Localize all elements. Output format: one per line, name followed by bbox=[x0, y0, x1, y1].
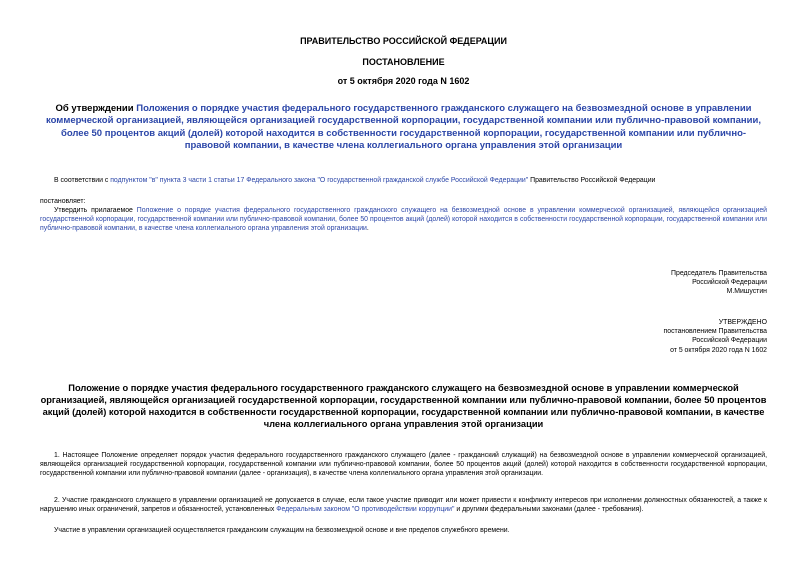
approve-after: . bbox=[366, 225, 369, 233]
preamble-before: В соответствии с bbox=[54, 177, 111, 184]
law-link[interactable]: подпунктом "в" пункта 3 части 1 статьи 17 Федерального закона "О государственной гражданской службе Российской Федерации" bbox=[110, 177, 529, 184]
document-title bbox=[40, 103, 767, 152]
preamble-paragraph bbox=[54, 176, 767, 185]
approve-paragraph bbox=[40, 206, 767, 234]
signature-block bbox=[671, 269, 767, 297]
signature-line-2: Российской Федерации bbox=[692, 279, 767, 287]
date-number-heading: от 5 октября 2020 года N 1602 bbox=[337, 76, 470, 86]
paragraph-3: Участие в управлении организацией осуществляется гражданским служащим на безвозмездной основе и вне пределов служебного времени. bbox=[54, 527, 510, 534]
approved-line-2: постановлением Правительства bbox=[663, 328, 767, 336]
regulation-link[interactable]: Положение о порядке участия федерального государственного гражданского служащего на безвозмездной основе в управлении коммерческой организацией, являющейся организацией государственной корпорации, государственной компании или публично-правовой компании, более 50 процентов акций (долей) которой находится в собственности государственной корпорации, государственной компании или публично-правовой компании, в качестве члена коллегиального органа управления этой организации bbox=[40, 207, 768, 233]
approved-line-1: УТВЕРЖДЕНО bbox=[718, 319, 767, 326]
approve-before: Утвердить прилагаемое bbox=[54, 207, 137, 214]
approved-line-4: от 5 октября 2020 года N 1602 bbox=[670, 346, 767, 354]
doc-type-heading: ПОСТАНОВЛЕНИЕ bbox=[362, 57, 445, 67]
title-prefix: Об утверждении bbox=[55, 103, 137, 114]
anticorruption-law-link[interactable]: Федеральным законом "О противодействии коррупции" bbox=[276, 506, 455, 514]
paragraph-2-after: и другими федеральными законами (далее - требования). bbox=[454, 506, 644, 514]
signature-line-1: Председатель Правительства bbox=[671, 270, 767, 277]
approved-block bbox=[664, 318, 768, 355]
regulation-title: Положение о порядке участия федерального государственного гражданского служащего на безвозмездной основе в управлении коммерческой организацией, являющейся организацией государственной корпорации, государственной компании или публично-правовой компании, более 50 процентов акций (долей) которой находится в собственности государственной корпорации, государственной компании или публично-правовой компании, в качестве члена коллегиального органа управления этой организации bbox=[40, 383, 767, 429]
government-heading: ПРАВИТЕЛЬСТВО РОССИЙСКОЙ ФЕДЕРАЦИИ bbox=[300, 36, 507, 46]
paragraph-2 bbox=[40, 496, 767, 514]
postanovlyaet-text: постановляет: bbox=[40, 198, 86, 205]
paragraph-1: 1. Настоящее Положение определяет порядок участия федерального государственного гражданского служащего (далее - гражданский служащий) на безвозмездной основе в управлении коммерческой организацией, являющейся организацией государственной корпорации, государственной компании или публично-правовой компании, более 50 процентов акций (долей) которой находится в собственности государственной корпорации, государственной компании или публично-правовой компании (далее - организация), в качестве члена коллегиального органа управления этой организации. bbox=[40, 452, 767, 478]
preamble-after: Правительство Российской Федерации bbox=[528, 177, 656, 184]
paragraph-2-before: 2. Участие гражданского служащего в управлении организацией не допускается в случае, если такое участие приводит или может привести к конфликту интересов при исполнении должностных обязанностей, а также к нарушению иных ограничений, запретов и обязанностей, установленных bbox=[40, 497, 767, 514]
title-link[interactable]: Положения о порядке участия федерального государственного гражданского служащего на безвозмездной основе в управлении коммерческой организацией, являющейся организацией государственной корпорации, государственной компании или публично-правовой компании, более 50 процентов акций (долей) которой находится в собственности государственной корпорации, государственной компании или публично-правовой компании, в качестве члена коллегиального органа управления этой организации bbox=[45, 103, 761, 151]
approved-line-3: Российской Федерации bbox=[692, 337, 767, 345]
signature-line-3: М.Мишустин bbox=[726, 288, 767, 296]
